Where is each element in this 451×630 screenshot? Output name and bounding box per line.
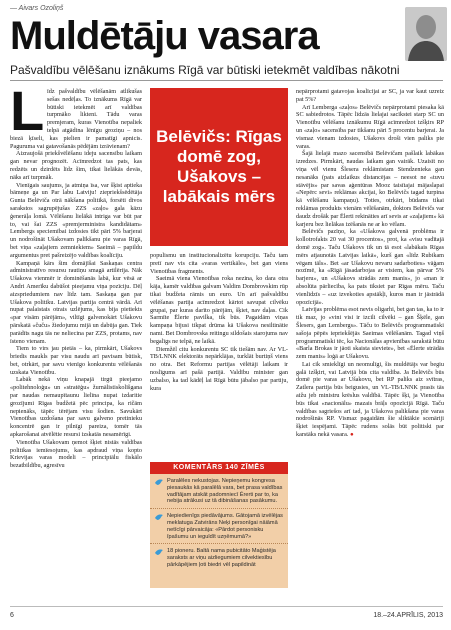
article-column-1	[10, 88, 142, 590]
paragraph-text: Lai cik smieklīgi un neomulīgi, šis muldētājs var begiu galā izšķirt, vai Latvijā būs cita valdība. Ja Belēvičs būs domē pie varas ar Ušakovu, bet RP paliks aiz svītras, Zatlera partija būs beigusies, un VL-TB/LNNK prasīs tās aižu jeb ministru krēslus valdībā. Tāpēc šķi, ja Vienotība būs tikai «nacionālu» mazais brāļs opozīcijā Rīgā. Taču valdības sagriešos arī tad, ja Ušakova palikšana pie varas nodrošinās RP. Vismaz pagaidām šie sliktākie scenāriji šķiet iespējami. Tāpēc rudens solās būt politiski par karstāks nekā vasara.	[296, 360, 444, 439]
header-divider	[10, 80, 443, 81]
paragraph: populismu un institucionalizētu korupciju. Taču tam pretī nav vis cita «varas vertikāle», bet gan viens Vienotības fragments.	[150, 252, 288, 275]
comment-text: Paralēles nekustojas. Nepieņemu kongresa piesaukās kā paralēlā vara, bet prasa valdības vadītājam atskāt padomniecī Ērerti par to, ka nebija atrākusi uz tā dibināšanas pasākumu.	[167, 478, 283, 505]
paragraph: Vienīgais saujums, ja atmiņa īsa, var šķist aptieka bāmeņe ga un Par labu Latviju! ziepriekšsēdētāja Gunta Belēviča otrā nākšana politikā, forsēti divos sarakstos sagrupējušas ZZS «zaļo» gala kāzu ģenerāļa lomā. Vēlēšanu lielākā intriga var būt par to, vai šai ZZS «premjerministra kandidātam» Lembergs speciemībai izdosies tikt pāri 5% barjerai un nodrošināt Ušakovam palīkšanu pie varas Rīgā, bet viņa «zaļajiem zemniekiem» Saeimā – papildu argumentus pret pašreizējo valdības koalīciju.	[10, 181, 142, 259]
paragraph: Šajā lielajā mazo sacensībā Belēvičam pašlaik labākas izredzes. Pirmkārt, naudas laikam gan vairāk. Uzaisīt no viņa vēl vienu Šlesera reklāmistam Stendzenieka gan nesanāks (pats aizlaikus distancējas – neesot ne «tuvu stāvējis» par savas aģentūras Mooz taisītajai mājaslapai «Nepērc sevi» reklāmas akcijai, ko Belēvičs tagad turpina kā vēlēšanu kampaņu). Toties, otrkārt, būdams tikai reklāmas produkts vienām vēlēšanām, doktors Belēvičs var daudz drošāk par Ēlerti rekināties arī sevis ar «zaļajiem» kā karjeru bez lielākas izēšanās ne ar ko vēlam.	[296, 150, 444, 228]
footer-divider	[10, 606, 443, 607]
comment-text: Nepiedienīgs piedāvājums. Gātojamā izvēlējas meklatuga Zatvirāns Neķi personīgai nāiāmā netīcīgi pārvaicāja: «Pārdot personisku īpašumu un ieguldīt uzņēmumā?»	[167, 513, 283, 540]
comments-box-header: KOMENTĀRS 140 ZĪMĒS	[150, 462, 288, 474]
article-column-2	[150, 252, 288, 452]
paragraph: īdz pašvaldību vēlēšanām atlikušas sešas nedēļas. To iznākums Rīgā var būtiski ietekmēt arī valdības turpmāko likteni. Tādu varas premjeram, kuras Vienotība nepaliek telpā atgādina lēnīgu groziņu – nos biezā ķīseli, kas pielien ir pamatīgi apnicis. Paguruma vai gatavošanās pēdējām izrāvienam?	[10, 88, 142, 150]
bird-icon	[155, 478, 163, 486]
end-mark-icon: ●	[349, 431, 354, 439]
comment-item	[150, 544, 288, 571]
paragraph: nepārprotami gatavojas koalīcijai ar SC, ja var kaut uzreiz pat 5%?	[296, 88, 444, 103]
author-photo	[405, 7, 447, 61]
article-column-3	[296, 88, 444, 590]
byline: — Aivars Ozoliņš	[10, 5, 64, 12]
page-number: 6	[10, 612, 14, 619]
paragraph: Aizraujošā priekšvēlēšanu ideju sacensību laikam gan nevar prognozēt. Acīmredzot tas pats, kas redzēts un dzirdēts līdz šim, tikai lielākās devās, näks arī turpmāk.	[10, 150, 142, 181]
paragraph: Diemžēl citu konkurentu SC tik tiešām nav. Ar VL-TB/LNNK elektorāts nepārklājas, turklāt burtiņš viens no otra. Bet Reformu partijas vēlētāji laikam ir noslīgums arī pašā partijā. Valdību minister gan uzbalso, ka tad kādēļ lai Rīgā būtu jābalso par partiju, kura	[150, 345, 288, 392]
subtitle: Pašvaldību vēlēšanu iznākums Rīgā var būtiski ietekmēt valdības nākotni	[10, 63, 400, 77]
author-portrait-icon	[405, 7, 447, 61]
paragraph: Latvijas problēma esot nevis oligarhi, bet gan tas, ka to ir tik maz, jo «vini visi ir izcili cilvēki – gan Šķēle, gan Šlesers, gan Lembergs». Tāču to Belēvičs programmatiski sašoja pēpēs iepriekšējās Saeimas vēlēšanām. Tagad viņš programmatiski tēc, ka Nacionālas apvienības sarakstā būtu «Barla Brokas ir jāoti skaista sieviete», bet «Ēlerte strādās zem manis» loģā ar Ušakovu.	[296, 306, 444, 361]
paragraph: Vienotība Ušakovam ņemot šķiet nistās valdības politikas iemīesojums, kas apdraud viņa kopto Krievijas varas modeli – principiālu fiskālo bezatbildību, agresīvu	[10, 438, 142, 470]
comment-item	[150, 474, 288, 509]
pull-quote-box	[150, 88, 288, 246]
dropcap-wrap	[10, 88, 45, 142]
paragraph: Kampaņā kārs šim domājīšai Saskaņas centra administratīvo resursu rautiņu smagā artilērija. Nāk Ušakova vienmēr ir dominēšanās labā, kur vēsā ar Andri Amerīku dabūšot pieejamu viņa pozīciju. Dēļ aizspriedumiem nav līdz tam. Saskaņa gan par Ušakova politiku. Latvijas partija centrā vārdā. Arī nupat palaistais otrais uzlējums, kas bija pietiekts «par visām pārējām», viltīgi galvenokārt Ušakovu pārskatā «čuču» žiedojumu mijā un dabūja gan. Tiek parādīts nagu tās ne neliecina par ZZS, protams, nav īsteno vienam.	[10, 259, 142, 345]
pull-quote: Belēvičs: Rīgas domē zog, Ušakovs – labākais mērs	[156, 127, 282, 206]
comments-box	[150, 462, 288, 588]
paragraph: Labāk nekā viņu knapajā tirgū pieejamo «politehnoloģu» un «stratēģu» žurnālistiskolīšgana par naudas nemaupītaunu lielīna nupat izdaritie grozījumi Rīgas budžetā pēc principa, ka ričām nepienāks, tāpēc tērējam visu šodien. Savukārt Vienotības uzdošana par savu galveno pretinieku koncentrē gan ir pilnīgi pareiza, tomēr tās apkarošanai atvēlētie resursi izskatās nesamērīgi.	[10, 376, 142, 439]
comment-item	[150, 509, 288, 544]
paragraph: Belēvičs pazīņo, ka «Ušakova galvenā problēma ir kollotrofakts 20 vai 30 procentos», prot, ka «visu vadītajā domē zog». Taču Ušakovs tik un tā esot «labākais Rīgas mērs atjaunotās Latvijas laikā», kurš gan «līdz Rubikam vēgam tāls». Bet «ar Ušakovu nevaru sadarboties» vāģam nozīmē, ka «Rīgā jāsadarbojas ar visiem, kas pārvar 5% barjeru», un «Ušakovs strādās zem manis», jo «man ir absolūta pārliecība, ka pats tiksiet par Rīgas mēru. Taču vienlīdzīs – «uz izvekoties apstākļi, kuros man ir jāstrādā opozīcijā».	[296, 228, 444, 306]
paragraph: Tiem to virs jau pietās – ka, pirmkārt, Ušakovs briedis maukls par visu naudu arī pavisam būtisk, bet, otrkārt, par savu vienīgo konkurentu vēlēšanās uzskata Vienotību.	[10, 345, 142, 376]
paragraph: Saeimā viena Vienotības roka nezina, ko dara otra kāja, kamēr valdības galvam Valdim Dombrovskim rūp tikai budžeta rāmis un euro. Un arī pašvaldību vēlēšanas partija acīmredzot kārtot savupat cilvēku grupai, par kuras darīto pārējām, šķiet, nav daļas. Cik Sarmīte Ēlerte pavilka, tik būs. Pagaidām viņas kampaņa bijusi tikpat drūma kā Ušakova nesiltinātie nami. Bet Dombrovska reitingu sildošais starojums nav begalīgs ne telpā, ne laikā.	[150, 275, 288, 345]
dropcap: L	[10, 88, 45, 142]
paragraph: Arī Lemberga «zaļos» Belēvičs nepārprotami piesaka kā SC sabiedrotos. Tāpēc līdzās lielajai sacīkstei starp SC un Vienotību vēlēšanu iznākumu Rīgā acīmredzot izšķirs RP un «zaļo» sacensība par tikšanu pāri 5 procentu barjerai. Ja vismaz vienam izdosies, Ušakovs droši vien paliks pie varas.	[296, 103, 444, 150]
bird-icon	[155, 513, 163, 521]
issue-date: 18.–24.APRĪLIS, 2013	[373, 612, 443, 619]
headline: Muldētāju vasara	[10, 14, 319, 58]
comment-text: 18 pioneru. Baltā nama pubicitāto Maģistēja saraksts ar viņu aizliegumiem cilvektiesību pārkāpējiem ļoti biedri vēl papildināt	[167, 548, 276, 568]
paragraph	[296, 361, 444, 439]
bird-icon	[155, 548, 163, 556]
